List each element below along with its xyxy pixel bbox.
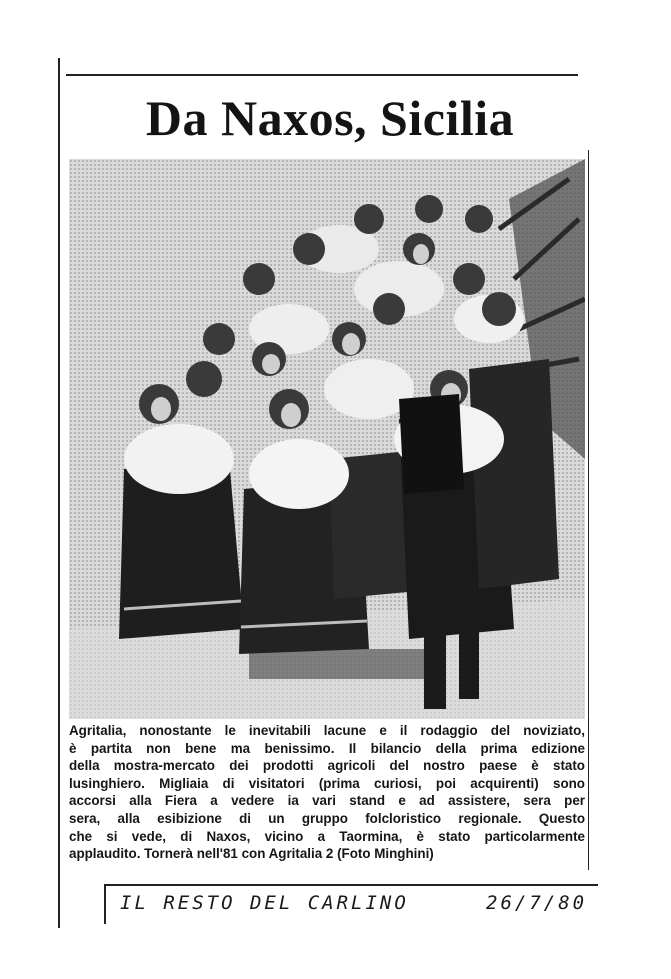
handwritten-date: 26/7/80 bbox=[486, 892, 588, 914]
caption-line: applaudito. Tornerà nell'81 con Agritalia 2 (Foto Minghini) bbox=[69, 846, 434, 862]
caption-line: Agritalia, nonostante le inevitabili lacune e il rodaggio del noviziato, bbox=[69, 723, 585, 738]
right-column-rule bbox=[588, 150, 589, 870]
note-top-rule bbox=[104, 884, 598, 886]
handwritten-source: IL RESTO DEL CARLINO bbox=[120, 892, 409, 914]
caption-line: che si vede, di Naxos, vicino a Taormina, è stato particolarmente bbox=[69, 828, 585, 844]
top-rule bbox=[66, 74, 578, 76]
caption-line: è partita non bene ma benissimo. Il bilancio della prima edizione bbox=[69, 740, 585, 756]
caption-line: sera, alla esibizione di un gruppo folcloristico regionale. Questo bbox=[69, 810, 585, 826]
left-border-line bbox=[58, 58, 60, 928]
note-left-mark bbox=[104, 884, 106, 924]
caption-line: della mostra-mercato dei prodotti agricoli del nostro paese è stato bbox=[69, 758, 585, 774]
folk-group-photo bbox=[69, 159, 585, 719]
photo-caption bbox=[69, 722, 585, 863]
caption-line: lusinghiero. Migliaia di visitatori (prima curiosi, poi acquirenti) sono bbox=[69, 775, 585, 791]
headline: Da Naxos, Sicilia bbox=[145, 90, 515, 146]
photo-illustration bbox=[69, 159, 585, 719]
caption-line: accorsi alla Fiera a vedere ia vari stand e ad assistere, sera per bbox=[69, 793, 585, 809]
